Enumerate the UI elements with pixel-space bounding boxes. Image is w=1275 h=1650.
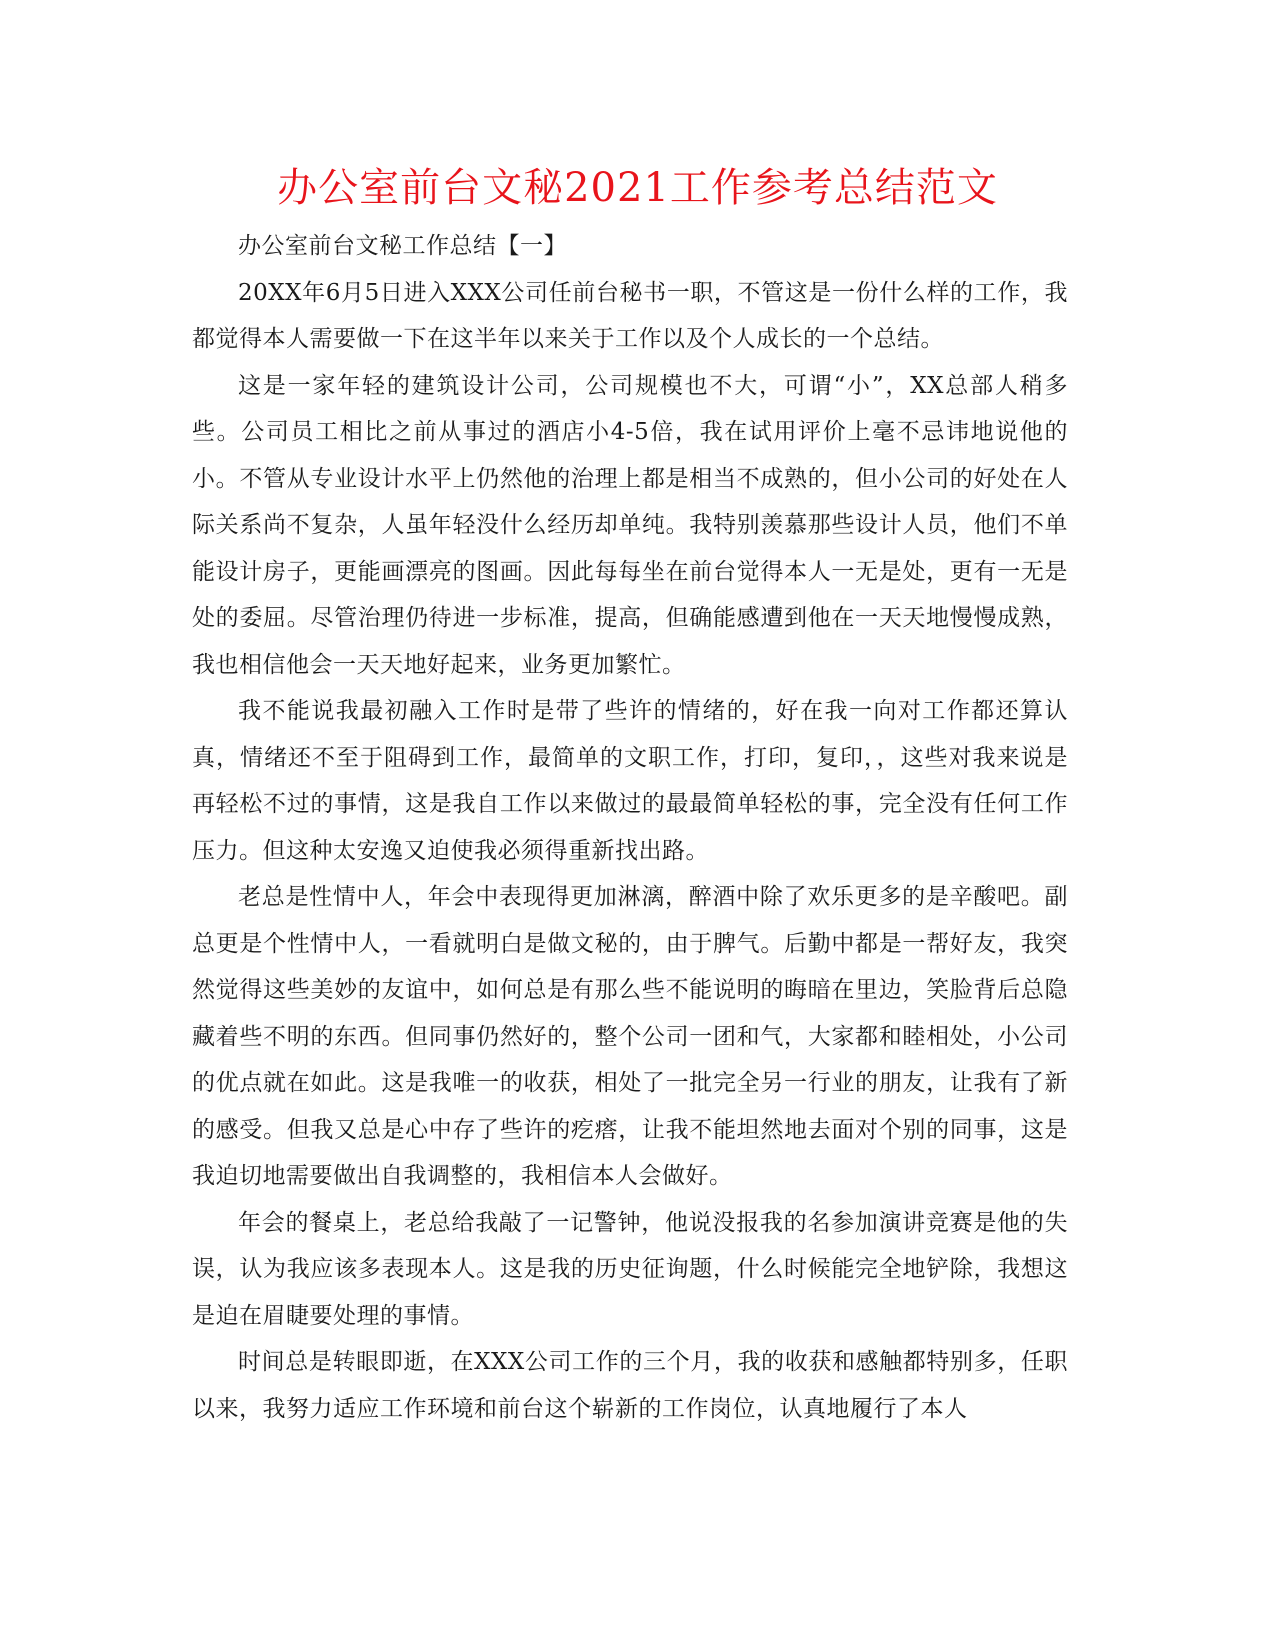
paragraph: 我不能说我最初融入工作时是带了些许的情绪的，好在我一向对工作都还算认真，情绪还不至于阻碍到工作，最简单的文职工作，打印，复印，，这些对我来说是再轻松不过的事情，这是我自工作以来做过的最最简单轻松的事，完全没有任何工作压力。但这种太安逸又迫使我必须得重新找出路。 — [192, 698, 1068, 864]
document-body — [192, 223, 1068, 1432]
section-heading: 办公室前台文秘工作总结【一】 — [238, 233, 567, 259]
paragraph: 年会的餐桌上，老总给我敲了一记警钟，他说没报我的名参加演讲竞赛是他的失误，认为我应该多表现本人。这是我的历史征询题，什么时候能完全地铲除，我想这是迫在眉睫要处理的事情。 — [192, 1209, 1068, 1329]
document-title: 办公室前台文秘2021工作参考总结范文 — [277, 165, 998, 211]
paragraph: 20XX年6月5日进入XXX公司任前台秘书一职，不管这是一份什么样的工作，我都觉得本人需要做一下在这半年以来关于工作以及个人成长的一个总结。 — [192, 279, 1068, 352]
paragraph: 这是一家年轻的建筑设计公司，公司规模也不大，可谓“小”，XX总部人稍多些。公司员工相比之前从事过的酒店小4-5倍，我在试用评价上毫不忌讳地说他的小。不管从专业设计水平上仍然他的治理上都是相当不成熟的，但小公司的好处在人际关系尚不复杂，人虽年轻没什么经历却单纯。我特别羡慕那些设计人员，他们不单能设计房子，更能画漂亮的图画。因此每每坐在前台觉得本人一无是处，更有一无是处的委屈。尽管治理仍待进一步标准，提高，但确能感遭到他在一天天地慢慢成熟，我也相信他会一天天地好起来，业务更加繁忙。 — [192, 372, 1068, 678]
paragraph: 老总是性情中人，年会中表现得更加淋漓，醉酒中除了欢乐更多的是辛酸吧。副总更是个性情中人，一看就明白是做文秘的，由于脾气。后勤中都是一帮好友，我突然觉得这些美妙的友谊中，如何总是有那么些不能说明的晦暗在里边，笑脸背后总隐藏着些不明的东西。但同事仍然好的，整个公司一团和气，大家都和睦相处，小公司的优点就在如此。这是我唯一的收获，相处了一批完全另一行业的朋友，让我有了新的感受。但我又总是心中存了些许的疙瘩，让我不能坦然地去面对个别的同事，这是我迫切地需要做出自我调整的，我相信本人会做好。 — [192, 884, 1068, 1189]
paragraph: 时间总是转眼即逝，在XXX公司工作的三个月，我的收获和感触都特别多，任职以来，我努力适应工作环境和前台这个崭新的工作岗位，认真地履行了本人 — [192, 1349, 1068, 1422]
